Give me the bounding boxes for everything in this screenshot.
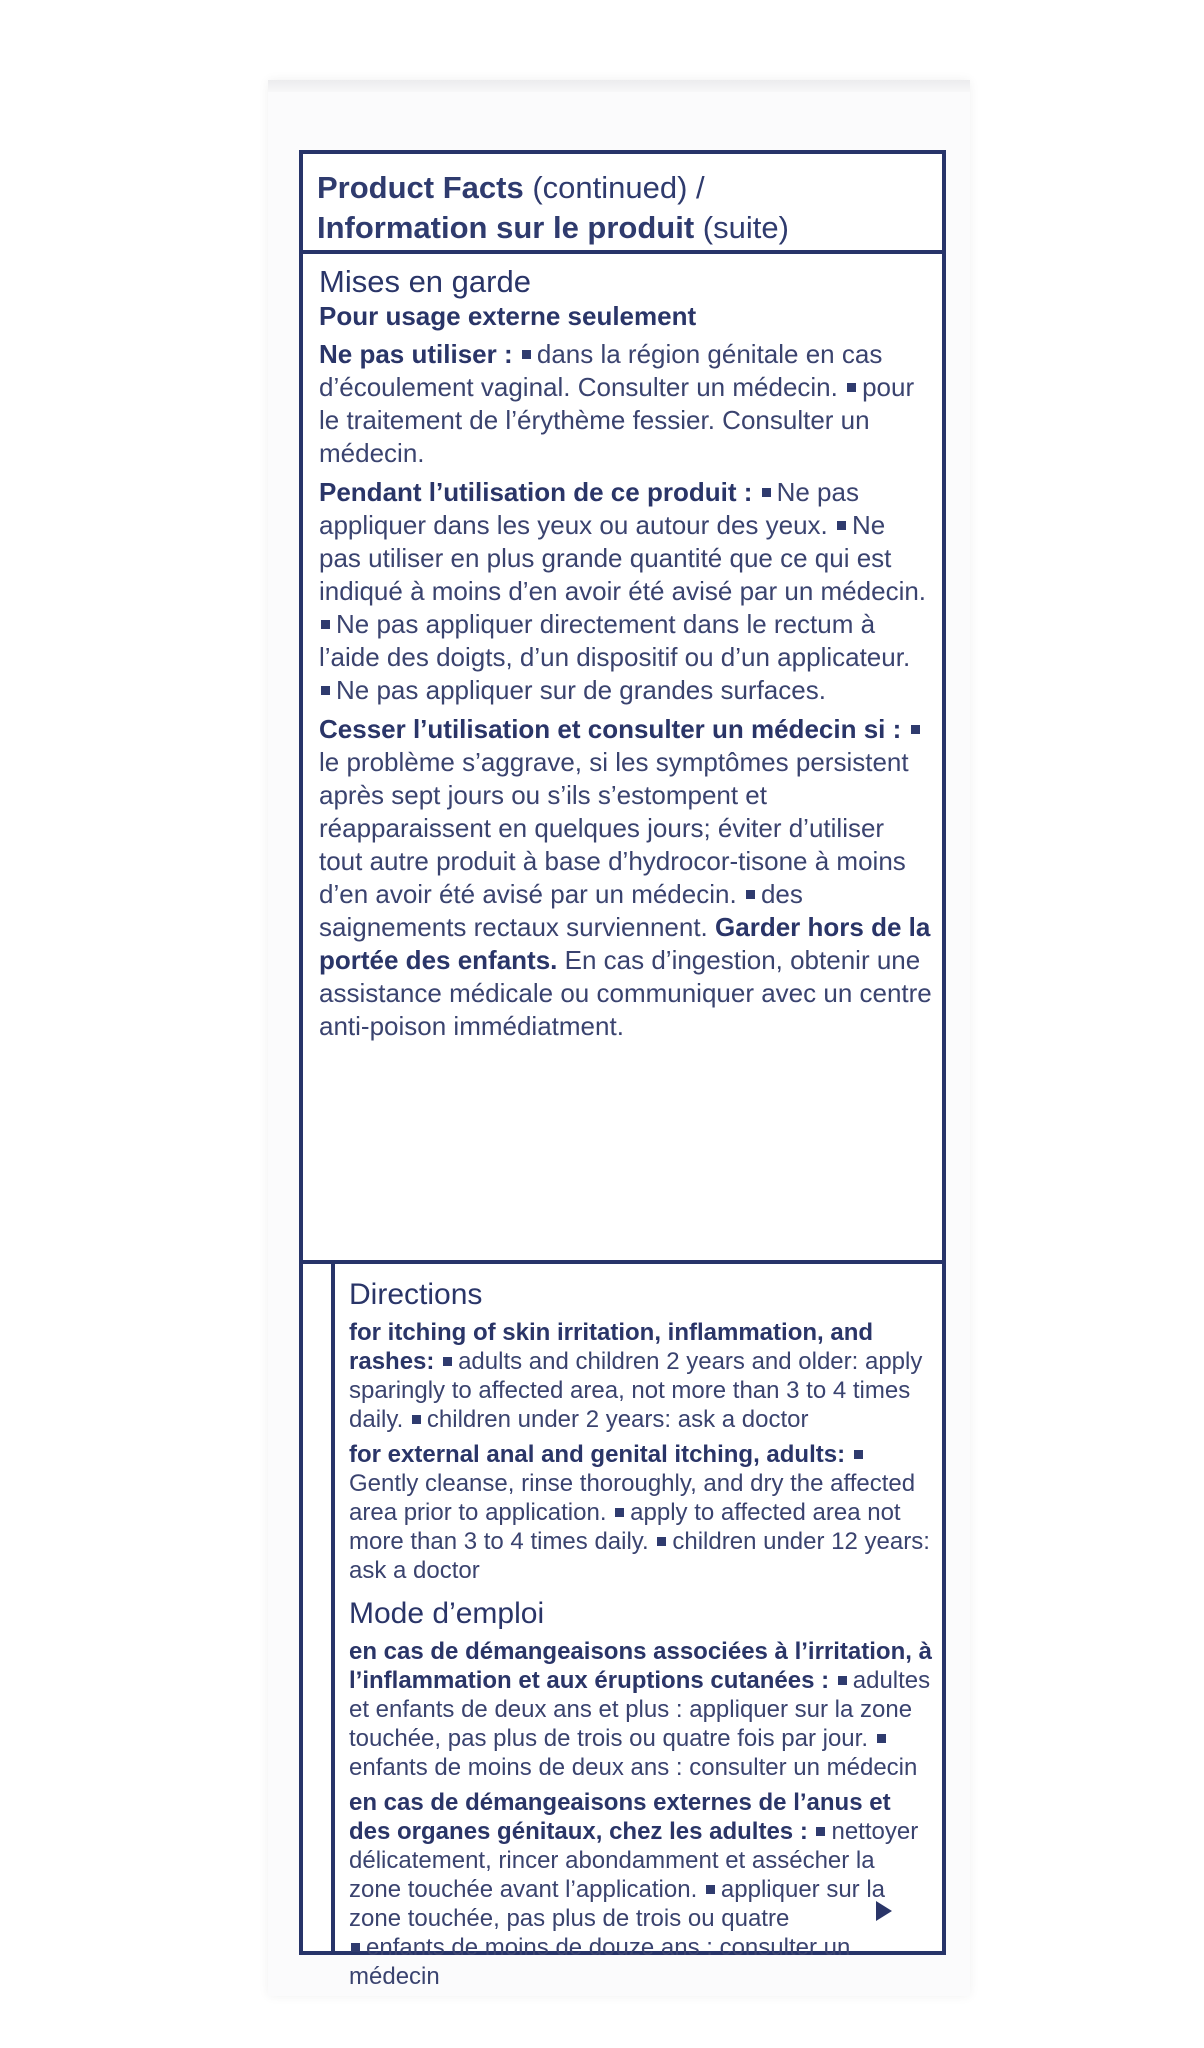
warnings-section xyxy=(303,254,942,1264)
square-bullet-icon xyxy=(706,1885,715,1894)
square-bullet-icon xyxy=(321,620,330,629)
square-bullet-icon xyxy=(837,521,846,530)
directions-skin-paragraph: for itching of skin irritation, inflammation, and rashes: adults and children 2 years and older: apply sparingly to affected area, not more than 3 to 4 times daily. children under 2 years: ask a doctor xyxy=(349,1319,923,1433)
mode-emploi-skin-paragraph: en cas de démangeaisons associées à l’irritation, à l’inflammation et aux éruptions cutanées : adultes et enfants de deux ans et plus : appliquer sur la zone touchée, pas plus de trois ou quatre fois par jour. enfants de moins de deux ans : consulter un médecin xyxy=(349,1638,932,1781)
square-bullet-icon xyxy=(762,488,771,497)
square-bullet-icon xyxy=(522,350,531,359)
header-line-2: Information sur le produit (suite) xyxy=(317,210,789,245)
square-bullet-icon xyxy=(847,383,856,392)
do-not-use-paragraph: Ne pas utiliser : dans la région génitale en cas d’écoulement vaginal. Consulter un médecin. pour le traitement de l’érythème fessier. Consulter un médecin. xyxy=(319,339,915,468)
when-using-paragraph: Pendant l’utilisation de ce produit : Ne pas appliquer dans les yeux ou autour des yeux. Ne pas utiliser en plus grande quantité que ce qui est indiqué à moins d’en avoir été avisé par un médecin. Ne pas appliquer directement dans le rectum à l’aide des doigts, d’un dispositif ou d’un applicateur. Ne pas appliquer sur de grandes surfaces. xyxy=(319,477,927,705)
square-bullet-icon xyxy=(412,1415,421,1424)
product-facts-panel xyxy=(299,150,946,1990)
header-line-1: Product Facts (continued) / xyxy=(317,170,705,205)
directions-section xyxy=(331,1264,942,1990)
continue-arrow-icon xyxy=(876,1901,892,1921)
square-bullet-icon xyxy=(351,1943,360,1952)
directions-title: Directions xyxy=(349,1278,483,1311)
stop-use-paragraph: Cesser l’utilisation et consulter un médecin si : le problème s’aggrave, si les symptômes persistent après sept jours ou s’ils s’estompent et réapparaissent en quelques jours; éviter d’utiliser tout autre produit à base d’hydrocor-tisone à moins d’en avoir été avisé par un médecin. des saignements rectaux surviennent. Garder hors de la portée des enfants. En cas d’ingestion, obtenir une assistance médicale ou communiquer avec un centre anti-poison immédiatment. xyxy=(319,714,932,1041)
warnings-subtitle: Pour usage externe seulement xyxy=(319,301,697,331)
square-bullet-icon xyxy=(838,1676,847,1685)
square-bullet-icon xyxy=(321,686,330,695)
square-bullet-icon xyxy=(816,1827,825,1836)
warnings-title: Mises en garde xyxy=(319,264,531,299)
mode-emploi-title: Mode d’emploi xyxy=(349,1597,545,1630)
keep-out-of-reach: Garder hors de la portée des enfants. xyxy=(319,912,931,975)
square-bullet-icon xyxy=(877,1734,886,1743)
square-bullet-icon xyxy=(746,890,755,899)
square-bullet-icon xyxy=(657,1537,666,1546)
mode-emploi-anal-paragraph: en cas de démangeaisons externes de l’anus et des organes génitaux, chez les adultes : nettoyer délicatement, rincer abondamment et assécher la zone touchée avant l’application. appliquer sur la zone touchée, pas plus de trois ou quatre enfants de moins de douze ans : consulter un médecin xyxy=(349,1789,919,1990)
directions-anal-paragraph: for external anal and genital itching, adults: Gently cleanse, rinse thoroughly, and dry the affected area prior to application. apply to affected area not more than 3 to 4 times daily. children under 12 years: ask a doctor xyxy=(349,1441,930,1584)
square-bullet-icon xyxy=(615,1508,624,1517)
square-bullet-icon xyxy=(443,1357,452,1366)
carton-top-flap xyxy=(268,80,970,92)
panel-header xyxy=(303,154,942,254)
square-bullet-icon xyxy=(854,1450,863,1459)
square-bullet-icon xyxy=(911,725,920,734)
